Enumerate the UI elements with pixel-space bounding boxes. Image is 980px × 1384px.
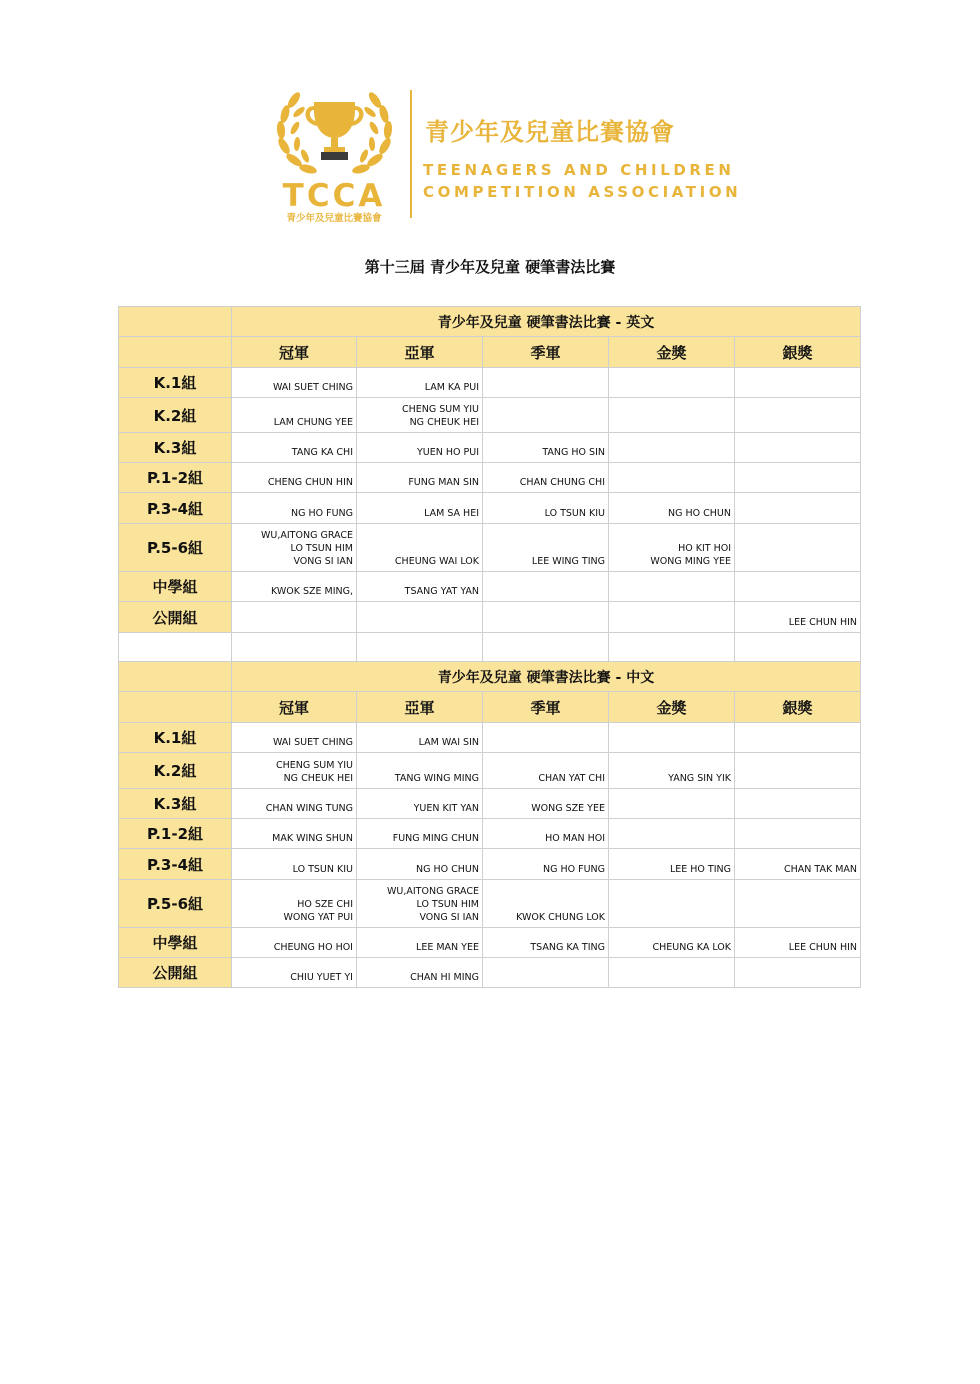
group-label: P.1-2組 bbox=[119, 819, 232, 849]
winner-cell: CHAN CHUNG CHI bbox=[483, 463, 609, 493]
winner-cell: HO MAN HOI bbox=[483, 819, 609, 849]
winner-cell: LO TSUN KIU bbox=[232, 849, 357, 880]
winner-cell bbox=[609, 572, 735, 602]
winner-cell: NG HO FUNG bbox=[483, 849, 609, 880]
winner-cell: CHAN HI MING bbox=[357, 958, 483, 988]
winner-cell: CHAN WING TUNG bbox=[232, 789, 357, 819]
winner-cell: CHAN TAK MAN bbox=[735, 849, 861, 880]
prize-header: 冠軍 bbox=[232, 692, 357, 723]
group-label: 公開組 bbox=[119, 602, 232, 633]
winner-cell: CHENG SUM YIU NG CHEUK HEI bbox=[357, 398, 483, 433]
winner-cell: WU,AITONG GRACE LO TSUN HIM VONG SI IAN bbox=[357, 880, 483, 928]
table-row bbox=[119, 819, 861, 849]
table-row bbox=[119, 524, 861, 572]
group-label: P.5-6組 bbox=[119, 524, 232, 572]
winner-cell bbox=[609, 819, 735, 849]
winner-cell: LO TSUN KIU bbox=[483, 493, 609, 524]
winner-cell: YANG SIN YIK bbox=[609, 753, 735, 789]
table-row bbox=[119, 463, 861, 493]
corner-cell bbox=[119, 662, 232, 692]
prize-header-row bbox=[119, 337, 861, 368]
winner-cell bbox=[735, 493, 861, 524]
corner-cell bbox=[119, 337, 232, 368]
winner-cell bbox=[609, 463, 735, 493]
table-title-row bbox=[119, 662, 861, 692]
winner-cell bbox=[483, 602, 609, 633]
table-row bbox=[119, 958, 861, 988]
winner-cell: CHEUNG KA LOK bbox=[609, 928, 735, 958]
winner-cell: TSANG YAT YAN bbox=[357, 572, 483, 602]
group-label: 中學組 bbox=[119, 572, 232, 602]
winner-cell bbox=[735, 789, 861, 819]
winner-cell bbox=[735, 880, 861, 928]
group-label: K.3組 bbox=[119, 433, 232, 463]
winner-cell bbox=[609, 789, 735, 819]
winner-cell: NG HO CHUN bbox=[609, 493, 735, 524]
prize-header: 銀獎 bbox=[735, 337, 861, 368]
winner-cell: WU,AITONG GRACE LO TSUN HIM VONG SI IAN bbox=[232, 524, 357, 572]
winner-cell bbox=[735, 958, 861, 988]
table-row bbox=[119, 493, 861, 524]
corner-cell bbox=[119, 307, 232, 337]
table-row bbox=[119, 572, 861, 602]
winner-cell bbox=[609, 602, 735, 633]
group-label: P.3-4組 bbox=[119, 493, 232, 524]
winner-cell: YUEN HO PUI bbox=[357, 433, 483, 463]
table-title: 青少年及兒童 硬筆書法比賽 - 英文 bbox=[232, 307, 861, 337]
winner-cell: FUNG MING CHUN bbox=[357, 819, 483, 849]
table-row bbox=[119, 789, 861, 819]
winner-cell: TANG WING MING bbox=[357, 753, 483, 789]
winner-cell bbox=[483, 572, 609, 602]
prize-header: 金獎 bbox=[609, 337, 735, 368]
winner-cell bbox=[735, 723, 861, 753]
winner-cell: KWOK SZE MING, bbox=[232, 572, 357, 602]
winner-cell bbox=[609, 723, 735, 753]
winner-cell bbox=[483, 723, 609, 753]
winner-cell: LAM CHUNG YEE bbox=[232, 398, 357, 433]
group-label: K.1組 bbox=[119, 723, 232, 753]
winner-cell: WAI SUET CHING bbox=[232, 723, 357, 753]
results-table-chinese bbox=[118, 661, 861, 988]
org-name-chinese: 青少年及兒童比賽協會 bbox=[425, 118, 675, 146]
org-name-english-line2: COMPETITION ASSOCIATION bbox=[423, 183, 742, 201]
winner-cell: CHEUNG HO HOI bbox=[232, 928, 357, 958]
winner-cell bbox=[609, 368, 735, 398]
document-title: 第十三屆 青少年及兒童 硬筆書法比賽 bbox=[364, 258, 616, 276]
winner-cell bbox=[483, 368, 609, 398]
empty-cell bbox=[483, 633, 609, 662]
winner-cell: HO KIT HOI WONG MING YEE bbox=[609, 524, 735, 572]
winner-cell: LEE CHUN HIN bbox=[735, 928, 861, 958]
winner-cell: MAK WING SHUN bbox=[232, 819, 357, 849]
winner-cell bbox=[735, 463, 861, 493]
results-table-english bbox=[118, 306, 861, 662]
prize-header: 金獎 bbox=[609, 692, 735, 723]
winner-cell: NG HO CHUN bbox=[357, 849, 483, 880]
empty-cell bbox=[232, 633, 357, 662]
empty-cell bbox=[119, 633, 232, 662]
group-label: K.1組 bbox=[119, 368, 232, 398]
winner-cell bbox=[735, 368, 861, 398]
table-row bbox=[119, 368, 861, 398]
prize-header-row bbox=[119, 692, 861, 723]
table-row bbox=[119, 433, 861, 463]
winner-cell: FUNG MAN SIN bbox=[357, 463, 483, 493]
laurel-trophy-icon bbox=[272, 80, 397, 180]
winner-cell bbox=[735, 753, 861, 789]
prize-header: 季軍 bbox=[483, 692, 609, 723]
winner-cell: LEE WING TING bbox=[483, 524, 609, 572]
winner-cell: LEE MAN YEE bbox=[357, 928, 483, 958]
winner-cell bbox=[735, 524, 861, 572]
winner-cell: CHEUNG WAI LOK bbox=[357, 524, 483, 572]
winner-cell bbox=[609, 398, 735, 433]
spacer-row bbox=[119, 633, 861, 662]
tcca-logo bbox=[272, 80, 742, 230]
corner-cell bbox=[119, 692, 232, 723]
table-row bbox=[119, 753, 861, 789]
winner-cell: CHIU YUET YI bbox=[232, 958, 357, 988]
group-label: P.1-2組 bbox=[119, 463, 232, 493]
group-label: P.5-6組 bbox=[119, 880, 232, 928]
empty-cell bbox=[609, 633, 735, 662]
winner-cell: LAM WAI SIN bbox=[357, 723, 483, 753]
winner-cell: TANG HO SIN bbox=[483, 433, 609, 463]
laurel-trophy-emblem bbox=[272, 80, 397, 225]
logo-abbreviation: TCCA bbox=[282, 178, 386, 214]
winner-cell: LAM KA PUI bbox=[357, 368, 483, 398]
table-row bbox=[119, 880, 861, 928]
prize-header: 季軍 bbox=[483, 337, 609, 368]
table-row bbox=[119, 849, 861, 880]
winner-cell bbox=[735, 819, 861, 849]
logo-subtitle: 青少年及兒童比賽協會 bbox=[286, 213, 382, 224]
group-label: K.2組 bbox=[119, 753, 232, 789]
table-row bbox=[119, 602, 861, 633]
table-row bbox=[119, 723, 861, 753]
prize-header: 亞軍 bbox=[357, 337, 483, 368]
winner-cell bbox=[609, 958, 735, 988]
winner-cell: YUEN KIT YAN bbox=[357, 789, 483, 819]
prize-header: 亞軍 bbox=[357, 692, 483, 723]
winner-cell bbox=[735, 433, 861, 463]
winner-cell bbox=[483, 958, 609, 988]
empty-cell bbox=[735, 633, 861, 662]
winner-cell bbox=[357, 602, 483, 633]
winner-cell bbox=[232, 602, 357, 633]
winner-cell bbox=[483, 398, 609, 433]
winner-cell: LEE HO TING bbox=[609, 849, 735, 880]
empty-cell bbox=[357, 633, 483, 662]
group-label: P.3-4組 bbox=[119, 849, 232, 880]
winner-cell bbox=[735, 572, 861, 602]
winner-cell: WONG SZE YEE bbox=[483, 789, 609, 819]
group-label: 中學組 bbox=[119, 928, 232, 958]
prize-header: 冠軍 bbox=[232, 337, 357, 368]
winner-cell: TANG KA CHI bbox=[232, 433, 357, 463]
winner-cell bbox=[735, 398, 861, 433]
winner-cell bbox=[609, 433, 735, 463]
winner-cell: CHENG SUM YIU NG CHEUK HEI bbox=[232, 753, 357, 789]
table-title: 青少年及兒童 硬筆書法比賽 - 中文 bbox=[232, 662, 861, 692]
group-label: K.2組 bbox=[119, 398, 232, 433]
winner-cell: CHENG CHUN HIN bbox=[232, 463, 357, 493]
winner-cell: TSANG KA TING bbox=[483, 928, 609, 958]
winner-cell: LAM SA HEI bbox=[357, 493, 483, 524]
group-label: 公開組 bbox=[119, 958, 232, 988]
winner-cell bbox=[609, 880, 735, 928]
winner-cell: KWOK CHUNG LOK bbox=[483, 880, 609, 928]
winner-cell: NG HO FUNG bbox=[232, 493, 357, 524]
org-name-english-line1: TEENAGERS AND CHILDREN bbox=[423, 161, 735, 179]
winner-cell: CHAN YAT CHI bbox=[483, 753, 609, 789]
group-label: K.3組 bbox=[119, 789, 232, 819]
prize-header: 銀獎 bbox=[735, 692, 861, 723]
table-title-row bbox=[119, 307, 861, 337]
winner-cell: LEE CHUN HIN bbox=[735, 602, 861, 633]
logo-divider bbox=[410, 90, 412, 218]
winner-cell: HO SZE CHI WONG YAT PUI bbox=[232, 880, 357, 928]
table-row bbox=[119, 398, 861, 433]
winner-cell: WAI SUET CHING bbox=[232, 368, 357, 398]
table-row bbox=[119, 928, 861, 958]
